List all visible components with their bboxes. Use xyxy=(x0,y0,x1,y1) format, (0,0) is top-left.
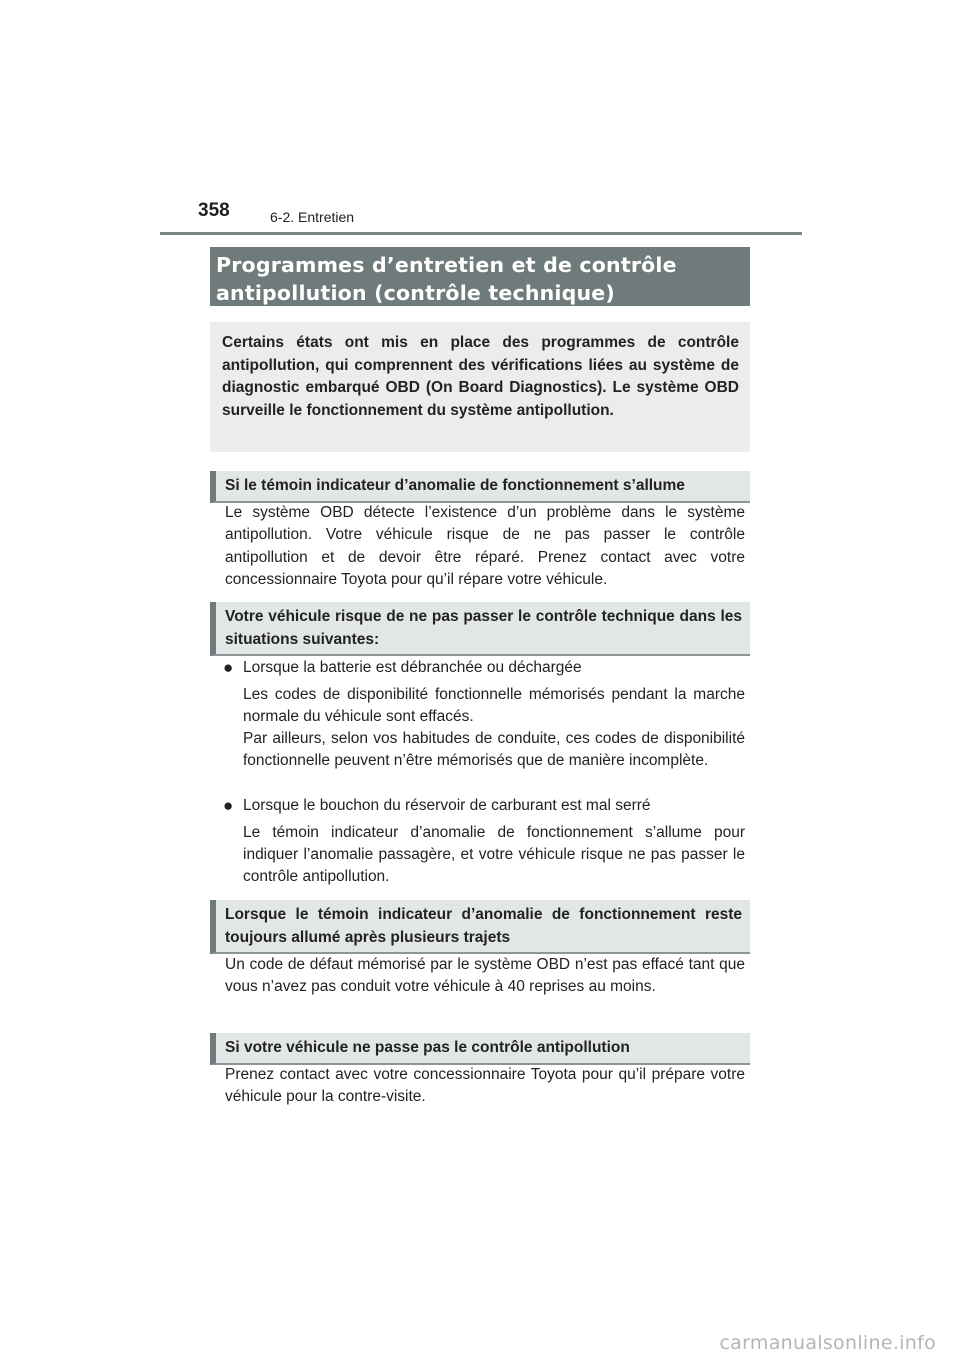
bullet-title: Lorsque la batterie est débranchée ou déchargée xyxy=(243,659,582,676)
subheading-fails-test: Si votre véhicule ne passe pas le contrôle antipollution xyxy=(210,1033,750,1065)
intro-box: Certains états ont mis en place des programmes de contrôle antipollution, qui comprennent des vérifications liées au système de diagnostic embarqué OBD (On Board Diagnostics). Le système OBD surveille le fonctionnement du système antipollution. xyxy=(210,322,750,452)
paragraph-fails-test: Prenez contact avec votre concessionnaire Toyota pour qu’il prépare votre véhicule pour la contre-visite. xyxy=(225,1066,745,1106)
page-number: 358 xyxy=(198,200,230,221)
subheading-light-stays-on: Lorsque le témoin indicateur d’anomalie de fonctionnement reste toujours allumé après plusieurs trajets xyxy=(210,900,750,954)
header-rule xyxy=(160,232,802,235)
subheading-fail-situations: Votre véhicule risque de ne pas passer le contrôle technique dans les situations suivantes: xyxy=(210,602,750,656)
bullet-icon: ● xyxy=(223,796,234,815)
paragraph-malfunction-light: Le système OBD détecte l’existence d’un problème dans le système antipollution. Votre véhicule risque de ne pas passer le contrôle antipollution et de devoir être réparé. Prenez contact avec votre concessionnaire Toyota pour qu’il répare votre véhicule. xyxy=(225,504,745,588)
watermark: carmanualsonline.info xyxy=(719,1332,936,1354)
bullet-detail: Par ailleurs, selon vos habitudes de conduite, ces codes de disponibilité fonctionnelle peuvent n’être mémorisés que de manière incomplète. xyxy=(243,730,745,770)
bullet-icon: ● xyxy=(223,658,234,677)
bullet-detail: Les codes de disponibilité fonctionnelle mémorisés pendant la marche normale du véhicule sont effacés. xyxy=(243,686,745,726)
subheading-malfunction-light: Si le témoin indicateur d’anomalie de fonctionnement s’allume xyxy=(210,471,750,503)
page-title: Programmes d’entretien et de contrôle antipollution (contrôle technique) xyxy=(210,247,750,306)
section-label: 6-2. Entretien xyxy=(270,209,355,225)
paragraph-light-stays-on: Un code de défaut mémorisé par le système OBD n’est pas effacé tant que vous n’avez pas conduit votre véhicule à 40 reprises au moins. xyxy=(225,956,745,996)
bullet-title: Lorsque le bouchon du réservoir de carburant est mal serré xyxy=(243,797,651,814)
bullet-detail: Le témoin indicateur d’anomalie de fonctionnement s’allume pour indiquer l’anomalie passagère, et votre véhicule risque ne pas passer le contrôle antipollution. xyxy=(243,824,745,886)
